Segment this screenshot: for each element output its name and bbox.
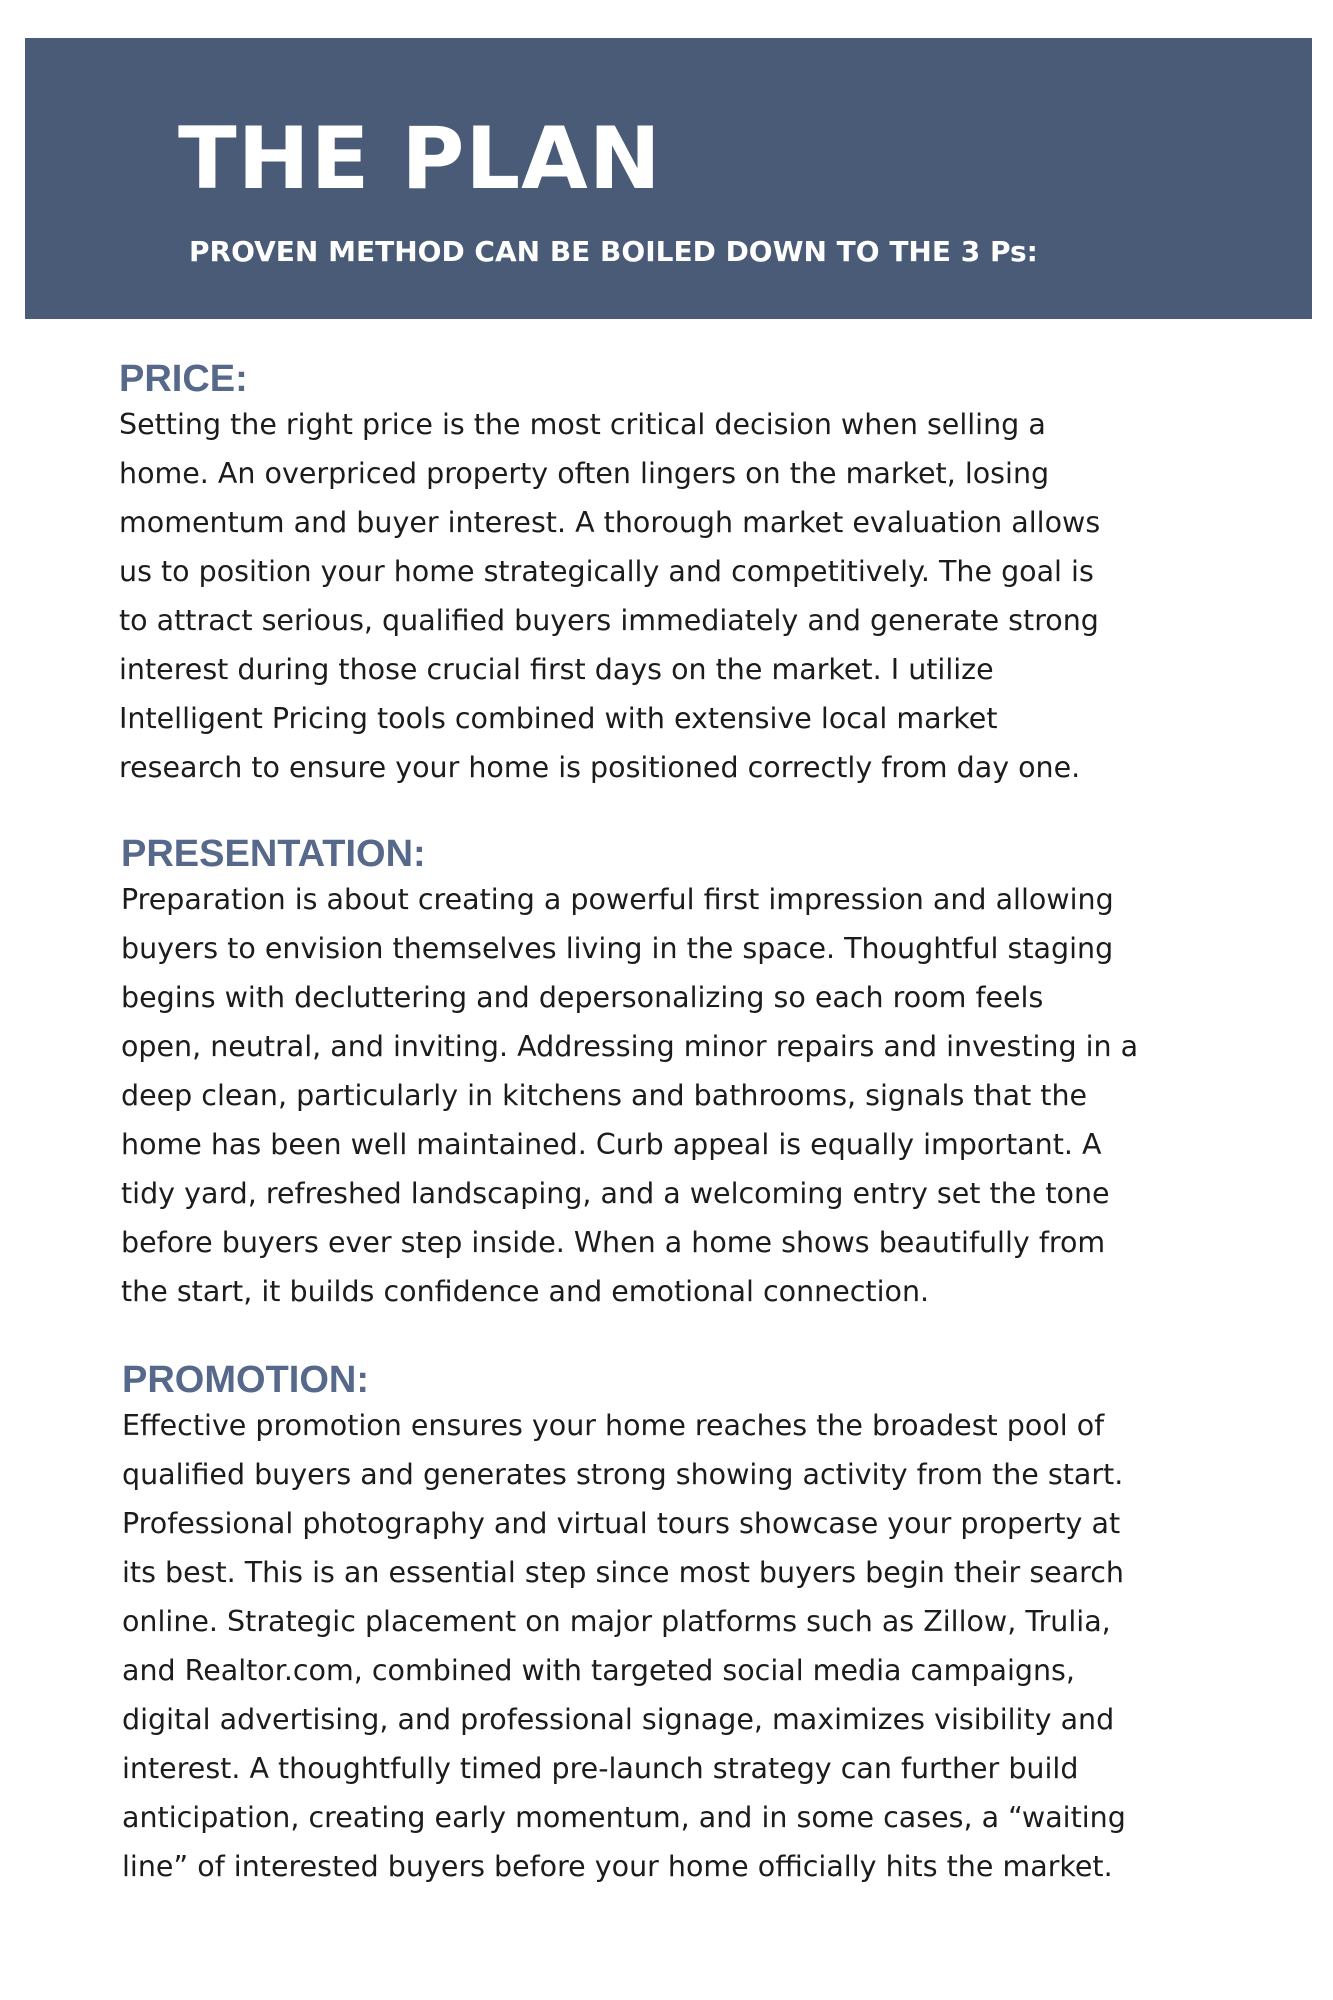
body-line: Setting the right price is the most critical decision when selling a: [119, 408, 1046, 441]
page-subtitle: PROVEN METHOD CAN BE BOILED DOWN TO THE 3 Ps:: [189, 235, 1038, 268]
body-line: tidy yard, refreshed landscaping, and a welcoming entry set the tone: [121, 1177, 1110, 1210]
body-line: its best. This is an essential step since most buyers begin their search: [122, 1556, 1124, 1589]
body-line: us to position your home strategically and competitively. The goal is: [119, 555, 1094, 588]
section-promotion: [122, 1359, 1222, 1891]
body-line: to attract serious, qualified buyers immediately and generate strong: [119, 604, 1099, 637]
body-line: and Realtor.com, combined with targeted social media campaigns,: [122, 1654, 1075, 1687]
body-line: deep clean, particularly in kitchens and bathrooms, signals that the: [121, 1079, 1088, 1112]
body-line: interest. A thoughtfully timed pre-launch strategy can further build: [122, 1752, 1079, 1785]
section-body: [119, 400, 1219, 792]
body-line: interest during those crucial first days on the market. I utilize: [119, 653, 994, 686]
section-heading: PROMOTION:: [122, 1359, 369, 1401]
body-line: Intelligent Pricing tools combined with extensive local market: [119, 702, 998, 735]
body-line: anticipation, creating early momentum, and in some cases, a “waiting: [122, 1801, 1126, 1834]
body-line: line” of interested buyers before your home officially hits the market.: [122, 1850, 1113, 1883]
section-heading: PRESENTATION:: [121, 833, 426, 875]
section-body: [122, 1401, 1222, 1891]
page-title: THE PLAN: [178, 109, 662, 209]
body-line: open, neutral, and inviting. Addressing minor repairs and investing in a: [121, 1030, 1139, 1063]
body-line: before buyers ever step inside. When a home shows beautifully from: [121, 1226, 1106, 1259]
body-line: Preparation is about creating a powerful first impression and allowing: [121, 883, 1114, 916]
body-line: buyers to envision themselves living in the space. Thoughtful staging: [121, 932, 1114, 965]
body-line: home has been well maintained. Curb appeal is equally important. A: [121, 1128, 1102, 1161]
body-line: qualified buyers and generates strong showing activity from the start.: [122, 1458, 1124, 1491]
header-banner: [25, 38, 1312, 319]
section-presentation: [121, 833, 1221, 1316]
body-line: Professional photography and virtual tours showcase your property at: [122, 1507, 1121, 1540]
body-line: begins with decluttering and depersonalizing so each room feels: [121, 981, 1044, 1014]
body-line: Effective promotion ensures your home reaches the broadest pool of: [122, 1409, 1105, 1442]
body-line: online. Strategic placement on major platforms such as Zillow, Trulia,: [122, 1605, 1111, 1638]
body-line: momentum and buyer interest. A thorough market evaluation allows: [119, 506, 1101, 539]
body-line: digital advertising, and professional signage, maximizes visibility and: [122, 1703, 1115, 1736]
section-body: [121, 875, 1221, 1316]
body-line: research to ensure your home is positioned correctly from day one.: [119, 751, 1081, 784]
body-line: home. An overpriced property often lingers on the market, losing: [119, 457, 1050, 490]
section-price: [119, 358, 1219, 792]
body-line: the start, it builds confidence and emotional connection.: [121, 1275, 930, 1308]
section-heading: PRICE:: [119, 358, 248, 400]
